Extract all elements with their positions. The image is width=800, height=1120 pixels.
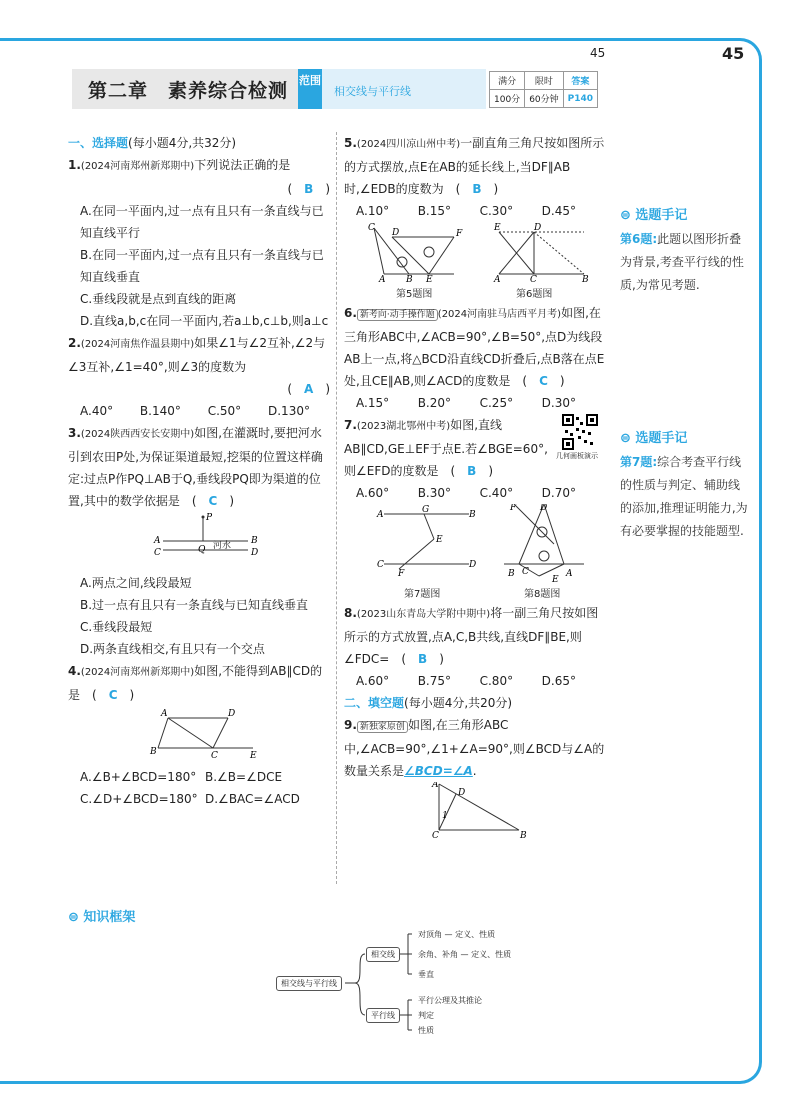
note-heading-1: ⊜ 选题手记 [620,208,688,223]
answer-4: C [108,688,118,702]
svg-text:E: E [436,535,443,545]
svg-text:D: D [458,788,466,798]
svg-text:C: C [432,831,439,840]
fig-q3: P A B C D Q 河水 [154,513,259,558]
svg-text:A: A [377,510,384,520]
range-badge: 范围 [298,69,322,109]
svg-text:A: A [494,275,501,284]
range-text: 相交线与平行线 [334,85,411,98]
svg-text:P: P [206,513,213,523]
svg-text:D: D [534,223,542,233]
answer-3: C [208,494,218,508]
svg-text:1: 1 [442,811,448,821]
knowledge-item: 对顶角 — 定义、性质 [418,930,496,939]
svg-text:E: E [494,223,501,233]
note-heading-2: ⊜ 选题手记 [620,431,688,446]
fig-q4 [68,706,330,766]
svg-text:C: C [522,567,529,577]
answer-9: ∠BCD=∠A [404,764,473,778]
svg-text:A: A [432,782,439,790]
svg-text:C: C [377,560,384,570]
question-6: 6. 新考向·动手操作题 (2024河南驻马店西平月考)如图,在三角形ABC中,∠ACB=90°,∠B=50°,点D为线段AB上一点,将△BCD沿直线CD折叠后,点B落在点E处,且CE∥AB,则∠ACD的度数是 ( C ) [344,306,605,388]
page-number-small: 45 [590,46,606,60]
svg-text:D: D [469,560,477,570]
answer-2: A [304,382,314,396]
question-1: 1.(2024河南郑州新郑期中)下列说法正确的是 [68,158,291,172]
svg-text:B: B [406,275,413,284]
question-3: 3.(2024陕西西安长安期中)如图,在灌溉时,要把河水引到农田P处,为保证渠道最短,挖渠的位置这样确定:过点P作PQ⊥AB于Q,垂线段PQ即为渠道的位置,其中的数学依据是 ( C ) [68,426,323,508]
svg-text:B: B [251,536,258,546]
knowledge-item: 判定 [418,1011,434,1020]
svg-text:F: F [398,569,405,579]
svg-text:C: C [211,751,218,761]
fig-q7-q8 [344,504,606,584]
svg-text:D: D [228,709,236,719]
fig-q5-q6 [344,222,606,284]
answer-5: B [472,182,482,196]
svg-text:A: A [161,709,168,719]
page-number-big: 45 [722,44,745,63]
fig-q9 [344,782,606,840]
knowledge-item: 平行公理及其推论 [418,996,482,1005]
knowledge-item: 余角、补角 — 定义、性质 [418,950,512,959]
svg-text:B: B [508,569,515,579]
knowledge-item: 垂直 [418,970,434,979]
svg-text:B: B [582,275,589,284]
svg-text:B: B [520,831,527,840]
svg-text:C: C [154,548,161,558]
note-body-1: 第6题:此题以图形折叠为背景,考查平行线的性质,为常见考题. [620,232,744,292]
question-4: 4.(2024河南郑州新郑期中)如图,不能得到AB∥CD的是 ( C ) [68,664,323,702]
svg-text:E: E [250,751,257,761]
svg-text:D: D [540,504,548,513]
knowledge-branch-intersect: 相交线 [366,947,400,962]
svg-text:F: F [456,229,463,239]
knowledge-heading: ⊜ 知识框架 [68,910,136,925]
svg-text:F: F [510,504,517,513]
svg-text:C: C [530,275,537,284]
knowledge-root: 相交线与平行线 [276,976,342,991]
section1-heading: 一、选择题(每小题4分,共32分) [68,136,237,150]
svg-text:A: A [566,569,573,579]
svg-text:B: B [469,510,476,520]
answer-1: B [304,182,314,196]
svg-text:E: E [426,275,433,284]
svg-text:D: D [251,548,259,558]
knowledge-item: 性质 [418,1026,434,1035]
svg-text:G: G [422,505,430,515]
answer-7: B [467,464,477,478]
question-7: 7.(2023湖北鄂州中考)如图,直线AB∥CD,GE⊥EF于点E.若∠BGE=60°,则∠EFD的度数是 ( B ) [344,418,548,478]
info-table: 满分 限时 答案 100分 60分钟 P140 [489,71,598,108]
svg-text:D: D [392,228,400,238]
question-2: 2.(2024河南焦作温县期中)如果∠1与∠2互补,∠2与∠3互补,∠1=40°,则∠3的度数为 [68,336,326,374]
svg-text:E: E [552,575,559,584]
svg-text:Q: Q [198,545,206,555]
answer-8: B [418,652,428,666]
svg-text:A: A [379,275,386,284]
answer-6: C [539,374,548,388]
chapter-title: 第二章 素养综合检测 [88,80,289,102]
qr-code[interactable] [562,414,598,450]
knowledge-branch-parallel: 平行线 [366,1008,400,1023]
svg-text:A: A [154,536,161,546]
question-5: 5.(2024四川凉山州中考)一副直角三角尺按如图所示的方式摆放,点E在AB的延长线上,当DF∥AB时,∠EDB的度数为 ( B ) [344,136,605,196]
svg-text:C: C [368,223,375,233]
section2-heading: 二、填空题(每小题4分,共20分) [344,696,513,710]
left-column: 一、选择题(每小题4分,共32分) 1.(2024河南郑州新郑期中)下列说法正确的是 ( B ) A.在同一平面内,过一点有且只有一条直线与已知直线平行 B.在同一平面内,过一点有且只有一条直线与已知直线垂直 C.垂线段就是点到直线的距离 D.直线a,b,c在同一平面内,若a⊥b,c⊥b,则a⊥c 2.(2024河南焦作温县期中)如果∠1与∠2互补,∠2与∠3互补,∠1=40°,则∠3的度数为 ( A ) A.40° B.140° C.50° D.130° 3.(2024陕西西安长安期中)如图,在灌溉时,要把河水引到农田P处,为保证渠道最短,挖渠的位置这样确定:过点P作PQ⊥AB于Q,垂线段PQ即为渠道的位置,其中的数学依据是 ( C ) P A B C D Q 河水 A.两点之间,线段最短 B.过一点有且只有一条直线与已知直线垂直 C.垂线段最短 D.两条直线相交,有且只有一个交点 4.(2024河南郑州新郑期中)如图,不能得到AB∥CD的是 ( C ) A D B C E A.∠B+∠BCD=180° B.∠B=∠DCE C.∠D+∠BCD=180° D.∠BAC=∠ACD [68,132,330,810]
question-9: 9. 新独家原创 如图,在三角形ABC中,∠ACB=90°,∠1+∠A=90°,则∠BCD与∠A的数量关系是∠BCD=∠A. [344,718,605,778]
right-column: 5.(2024四川凉山州中考)一副直角三角尺按如图所示的方式摆放,点E在AB的延长线上,当DF∥AB时,∠EDB的度数为 ( B ) A.10° B.15° C.30° D.45° C D F A B E E D A C B 第5题图 第6题图 6. 新考向·动手操作题 (2024河南驻马店西平月考)如图,在三角形ABC中,∠ACB=90°,∠B=50°,点D为线段AB上一点,将△BCD沿直线CD折叠后,点B落在点E处,且CE∥AB,则∠ACD的度数是 ( C ) A.15° B.20° C.25° D.30° 7.(2023湖北鄂州中考)如图,直线AB∥CD,GE⊥EF于点E.若∠BGE=60°,则∠EFD的度数是 ( B ) 几何画板演示 A.60° B.30° C.40° D.70° A B G E C F D F D B C A E 第7题图 第8题图 8.(2023山东青岛大学附中期中)将一副三角尺按如图所示的方式放置,点A,C,B共线,直线DF∥BE,则∠FDC= ( B ) A.60° B.75° C.80° D.65° 二、填空题(每小题4分,共20分) 9. 新独家原创 如图,在三角形ABC中,∠ACB=90°,∠1+∠A=90°,则∠BCD与∠A的数量关系是∠BCD=∠A. A D 1 C B [344,132,606,840]
question-8: 8.(2023山东青岛大学附中期中)将一副三角尺按如图所示的方式放置,点A,C,B共线,直线DF∥BE,则∠FDC= ( B ) [344,606,599,666]
column-divider [336,132,337,884]
svg-text:B: B [150,747,157,757]
note-body-2: 第7题:综合考查平行线的性质与判定、辅助线的添加,推理证明能力,为有必要掌握的技能题型. [620,455,748,538]
